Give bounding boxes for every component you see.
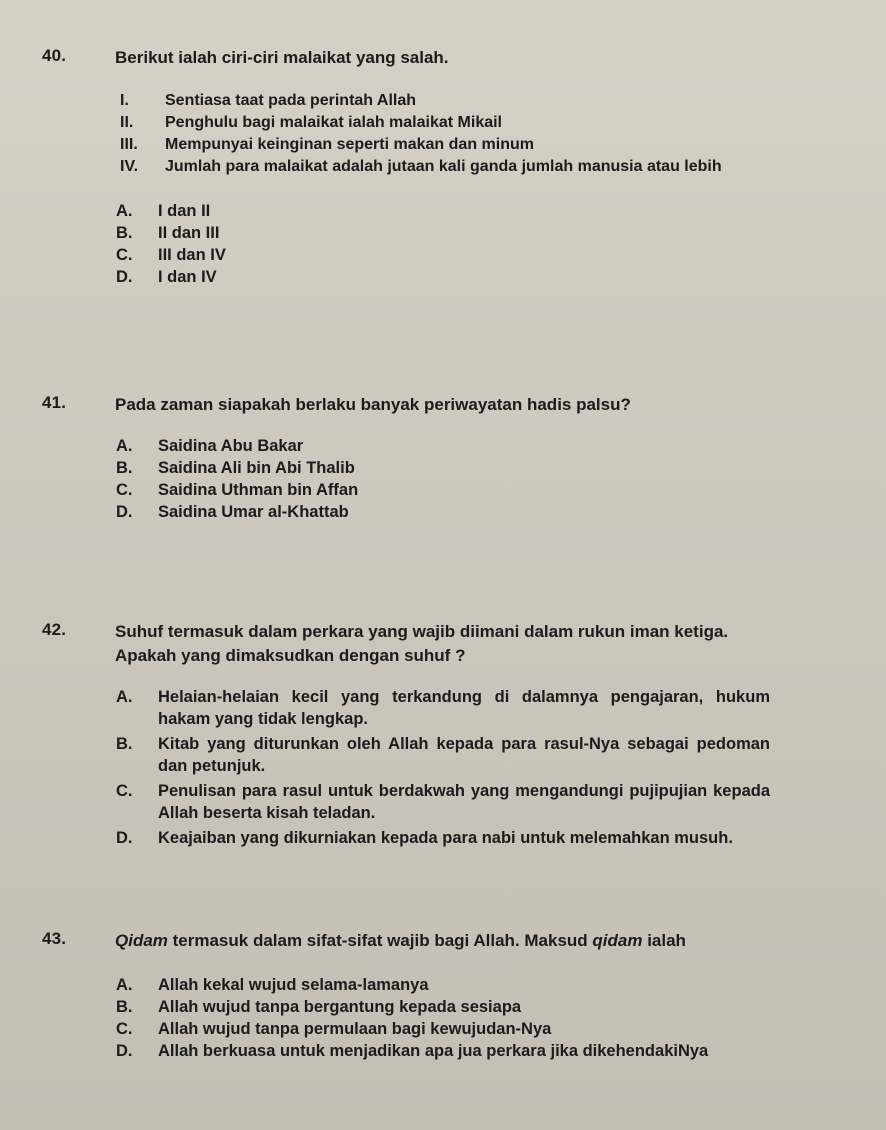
option-text: Keajaiban yang dikurniakan kepada para nabi untuk melemahkan musuh. bbox=[158, 829, 733, 847]
option-label: C. bbox=[116, 481, 133, 499]
question-number: 42. bbox=[42, 620, 67, 639]
statement-list bbox=[42, 90, 842, 178]
question-prompt-line2: Apakah yang dimaksudkan dengan suhuf ? bbox=[115, 646, 466, 665]
option-text: Helaian-helaian kecil yang terkandung di dalamnya pengajaran, hukum hakam yang tidak lengkap. bbox=[158, 688, 770, 728]
question-number: 41. bbox=[42, 393, 67, 412]
option-text: Allah berkuasa untuk menjadikan apa jua perkara jika dikehendakiNya bbox=[158, 1042, 709, 1060]
question-prompt-line1: Suhuf termasuk dalam perkara yang wajib diimani dalam rukun iman ketiga. bbox=[115, 622, 729, 641]
option-label: D. bbox=[116, 503, 133, 521]
option-label: D. bbox=[116, 1042, 133, 1060]
option-label: B. bbox=[116, 224, 133, 242]
statement-label: IV. bbox=[120, 158, 139, 175]
option-list bbox=[42, 435, 842, 523]
option-c[interactable] bbox=[116, 780, 842, 824]
option-c[interactable] bbox=[116, 479, 842, 501]
option-text: III dan IV bbox=[158, 246, 226, 264]
prompt-end: ialah bbox=[642, 931, 686, 950]
option-label: C. bbox=[116, 246, 133, 264]
statement-text: Mempunyai keinginan seperti makan dan minum bbox=[165, 136, 534, 153]
option-label: D. bbox=[116, 268, 133, 286]
question-41 bbox=[42, 393, 842, 523]
option-b[interactable] bbox=[116, 457, 842, 479]
option-b[interactable] bbox=[116, 222, 842, 244]
option-text: Penulisan para rasul untuk berdakwah yang mengandungi pujipujian kepada Allah beserta kisah teladan. bbox=[158, 782, 770, 822]
option-list bbox=[42, 974, 842, 1062]
prompt-term: Qidam bbox=[115, 931, 168, 950]
option-label: A. bbox=[116, 976, 133, 994]
question-42 bbox=[42, 620, 842, 849]
option-list bbox=[42, 200, 842, 288]
option-label: B. bbox=[116, 459, 133, 477]
option-a[interactable] bbox=[116, 974, 842, 996]
option-text: Kitab yang diturunkan oleh Allah kepada para rasul-Nya sebagai pedoman dan petunjuk. bbox=[158, 735, 770, 775]
question-prompt bbox=[115, 929, 842, 953]
option-text: Saidina Uthman bin Affan bbox=[158, 481, 359, 499]
option-c[interactable] bbox=[116, 244, 842, 266]
option-label: B. bbox=[116, 998, 133, 1016]
option-text: Allah kekal wujud selama-lamanya bbox=[158, 976, 429, 994]
question-40 bbox=[42, 46, 842, 288]
option-text: II dan III bbox=[158, 224, 220, 242]
option-d[interactable] bbox=[116, 827, 842, 849]
option-text: Allah wujud tanpa permulaan bagi kewujudan-Nya bbox=[158, 1020, 552, 1038]
question-prompt: Berikut ialah ciri-ciri malaikat yang salah. bbox=[115, 48, 449, 67]
option-text: Saidina Umar al-Khattab bbox=[158, 503, 349, 521]
statement-label: I. bbox=[120, 92, 129, 109]
option-label: A. bbox=[116, 437, 133, 455]
option-a[interactable] bbox=[116, 686, 842, 730]
option-text: Saidina Ali bin Abi Thalib bbox=[158, 459, 355, 477]
option-b[interactable] bbox=[116, 733, 842, 777]
option-list bbox=[42, 686, 842, 849]
option-b[interactable] bbox=[116, 996, 842, 1018]
statement-text: Sentiasa taat pada perintah Allah bbox=[165, 92, 417, 109]
option-text: Saidina Abu Bakar bbox=[158, 437, 304, 455]
statement-item bbox=[120, 156, 842, 178]
option-d[interactable] bbox=[116, 501, 842, 523]
statement-text: Jumlah para malaikat adalah jutaan kali ganda jumlah manusia atau lebih bbox=[165, 158, 722, 175]
prompt-mid: termasuk dalam sifat-sifat wajib bagi Allah. Maksud bbox=[167, 931, 593, 950]
statement-label: II. bbox=[120, 114, 134, 131]
option-label: D. bbox=[116, 829, 133, 847]
option-text: I dan II bbox=[158, 202, 211, 220]
prompt-term-2: qidam bbox=[592, 931, 643, 950]
statement-item bbox=[120, 112, 842, 134]
question-prompt: Pada zaman siapakah berlaku banyak periwayatan hadis palsu? bbox=[115, 395, 631, 414]
option-text: I dan IV bbox=[158, 268, 217, 286]
statement-item bbox=[120, 90, 842, 112]
option-d[interactable] bbox=[116, 1040, 842, 1062]
option-c[interactable] bbox=[116, 1018, 842, 1040]
option-label: C. bbox=[116, 782, 133, 800]
option-label: A. bbox=[116, 202, 133, 220]
question-number: 40. bbox=[42, 46, 67, 65]
option-text: Allah wujud tanpa bergantung kepada sesiapa bbox=[158, 998, 522, 1016]
statement-item bbox=[120, 134, 842, 156]
option-label: C. bbox=[116, 1020, 133, 1038]
statement-label: III. bbox=[120, 136, 138, 153]
question-number: 43. bbox=[42, 929, 67, 948]
question-43 bbox=[42, 929, 842, 1062]
option-a[interactable] bbox=[116, 200, 842, 222]
option-label: B. bbox=[116, 735, 133, 753]
statement-text: Penghulu bagi malaikat ialah malaikat Mikail bbox=[165, 114, 502, 131]
option-a[interactable] bbox=[116, 435, 842, 457]
option-label: A. bbox=[116, 688, 133, 706]
option-d[interactable] bbox=[116, 266, 842, 288]
